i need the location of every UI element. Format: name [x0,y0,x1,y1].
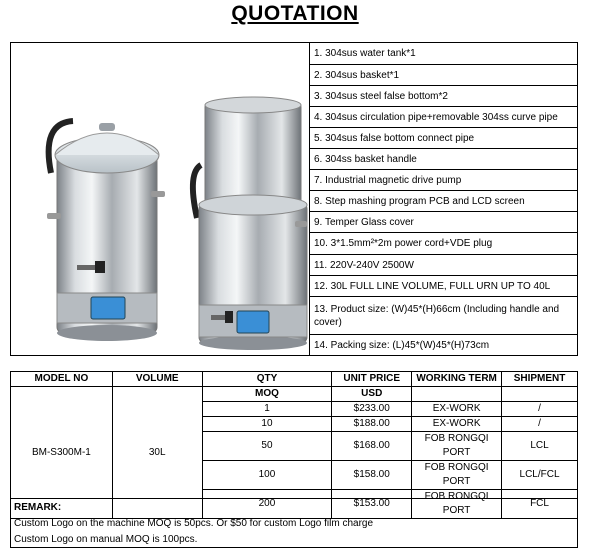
spec-table [10,42,578,356]
volume-cell: 30L [112,387,202,519]
spec-item: 11. 220V-240V 2500W [310,255,577,276]
column-header: UNIT PRICE [332,372,412,387]
spec-item: 12. 30L FULL LINE VOLUME, FULL URN UP TO 40L [310,276,577,297]
product-photo [11,43,310,355]
spec-item: 4. 304sus circulation pipe+removable 304ss curve pipe [310,107,577,128]
page-title: QUOTATION [231,2,359,25]
spec-item: 10. 3*1.5mm²*2m power cord+VDE plug [310,233,577,255]
spec-item: 3. 304sus steel false bottom*2 [310,86,577,107]
shipment-cell: LCL/FCL [502,461,578,490]
price-cell: $168.00 [332,432,412,461]
moq-cell: 200 [202,490,332,519]
spec-item: 8. Step mashing program PCB and LCD screen [310,191,577,212]
price-table [10,371,578,519]
price-cell: $233.00 [332,402,412,417]
shipment-cell: FCL [502,490,578,519]
remark-heading: REMARK: [14,502,62,513]
model-cell: BM-S300M-1 [11,387,113,519]
remark-line: Custom Logo on manual MOQ is 100pcs. [14,534,198,545]
term-cell: FOB RONGQI PORT [412,461,502,490]
price-cell: $158.00 [332,461,412,490]
term-cell: FOB RONGQI PORT [412,490,502,519]
shipment-cell: LCL [502,432,578,461]
price-cell: $153.00 [332,490,412,519]
remark-line: Custom Logo on the machine MOQ is 50pcs. Or $50 for custom Logo film charge [14,518,374,529]
term-cell: EX-WORK [412,417,502,432]
spec-item: 5. 304sus false bottom connect pipe [310,128,577,149]
subheader-moq: MOQ [202,387,332,402]
spec-item: 14. Packing size: (L)45*(W)45*(H)73cm [314,339,490,351]
moq-cell: 10 [202,417,332,432]
column-header: SHIPMENT [502,372,578,387]
column-header: MODEL NO [11,372,113,387]
shipment-cell: / [502,402,578,417]
spec-list [310,43,577,355]
spec-item: 13. Product size: (W)45*(H)66cm (Including handle and cover) [310,297,577,335]
subheader-usd: USD [332,387,412,402]
column-header: QTY [202,372,332,387]
spec-item: 9. Temper Glass cover [310,212,577,233]
brew-machine-left [47,121,165,341]
moq-cell: 1 [202,402,332,417]
shipment-cell: / [502,417,578,432]
spec-item: 2. 304sus basket*1 [310,65,577,86]
spec-item: 1. 304sus water tank*1 [310,43,577,65]
moq-cell: 50 [202,432,332,461]
column-header: WORKING TERM [412,372,502,387]
brew-machine-right [193,97,307,350]
spec-item: 6. 304ss basket handle [310,149,577,170]
term-cell: FOB RONGQI PORT [412,432,502,461]
table-subheader-row [11,387,578,402]
moq-cell: 100 [202,461,332,490]
product-illustration [11,43,309,355]
empty-cell [412,387,502,402]
column-header: VOLUME [112,372,202,387]
remark-box [10,498,578,548]
empty-cell [502,387,578,402]
price-cell: $188.00 [332,417,412,432]
table-header-row [11,372,578,387]
term-cell: EX-WORK [412,402,502,417]
spec-item: 7. Industrial magnetic drive pump [310,170,577,191]
